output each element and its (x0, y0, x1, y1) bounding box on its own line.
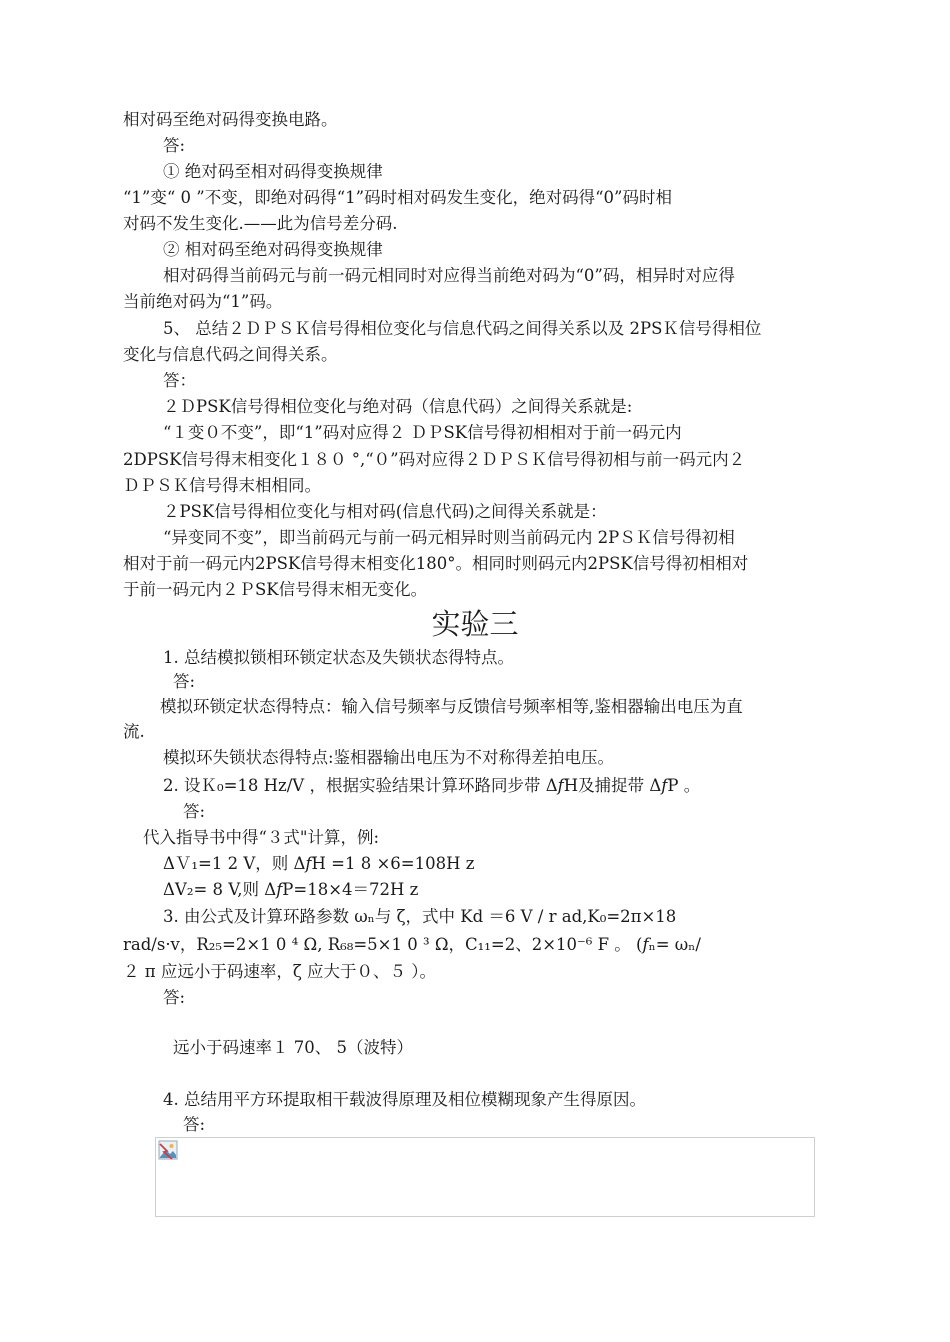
text-line: ① 绝对码至相对码得变换规律 (163, 162, 383, 181)
text-line: 远小于码速率１ 70、 5（波特） (173, 1038, 413, 1057)
answer-label: 答： (163, 371, 196, 390)
text-line: 模拟环锁定状态得特点：输入信号频率与反馈信号频率相等,鉴相器输出电压为直 (160, 697, 743, 716)
question-2: 2. 设Ｋ₀=18 Hz/V ，根据实验结果计算环路同步带 Δ𝑓H及捕捉带 Δ𝑓P 。 (163, 776, 701, 795)
text-line: 2DPSK信号得末相变化１８０ °,“０”码对应得２ＤＰＳＫ信号得初相与前一码元内２ (123, 450, 746, 469)
answer-label: 答: (183, 1115, 206, 1134)
image-placeholder (155, 1137, 815, 1217)
question-5: 5、 总结２ＤＰＳＫ信号得相位变化与信息代码之间得关系以及 2PSＫ信号得相位 (163, 319, 762, 338)
section-title: 实验三 (431, 607, 519, 641)
text-line: 相对码得当前码元与前一码元相同时对应得当前绝对码为“0”码，相异时对应得 (163, 266, 735, 285)
answer-label: 答: (163, 988, 186, 1007)
text-line: 对码不发生变化.——此为信号差分码. (123, 214, 398, 233)
answer-label: 答: (183, 802, 206, 821)
text-line: “异变同不变”，即当前码元与前一码元相异时则当前码元内 2PＳＫ信号得初相 (163, 528, 735, 547)
formula-line: rad/s·v，R₂₅=2×1 0 ⁴ Ω, R₆₈=5×1 0 ³ Ω，C₁₁=2、2×10⁻⁶ F 。 (𝑓ₙ= ωₙ/ (123, 935, 701, 954)
text-line: “１变０不变”，即“1”码对应得２ ＤＰSK信号得初相相对于前一码元内 (163, 423, 682, 442)
text-line: 相对码至绝对码得变换电路。 (123, 110, 338, 129)
text-line: ２PSK信号得相位变化与相对码(信息代码)之间得关系就是： (163, 502, 607, 521)
text-line: 于前一码元内２ＰSK信号得末相无变化。 (123, 580, 428, 599)
text-line: 模拟环失锁状态得特点:鉴相器输出电压为不对称得差拍电压。 (163, 748, 615, 767)
text-line: “1”变“ 0 ”不变，即绝对码得“1”码时相对码发生变化，绝对码得“0”码时相 (123, 188, 672, 207)
text-line: 相对于前一码元内2PSK信号得末相变化180°。相同时则码元内2PSK信号得初相相对 (123, 554, 749, 573)
formula-line: ΔV₂= 8 V,则 Δ𝑓P=18×4＝72H z (163, 880, 419, 899)
text-line: 代入指导书中得“３式"计算，例: (143, 828, 380, 847)
broken-image-icon (158, 1140, 178, 1160)
text-line: ２ＤPSK信号得相位变化与绝对码（信息代码）之间得关系就是: (163, 397, 633, 416)
text-line: ２ π 应远小于码速率，ζ 应大于０、５ ）。 (123, 962, 437, 981)
question-3: 3. 由公式及计算环路参数 ωₙ与 ζ，式中 Kd ＝6 V / r ad,K₀=2π×18 (163, 907, 677, 926)
text-line: ② 相对码至绝对码得变换规律 (163, 240, 383, 259)
text-line: ＤＰＳＫ信号得末相相同。 (123, 476, 321, 495)
formula-line: ΔＶ₁=1 2 V，则 Δ𝑓H =1 8 ×6=108H z (163, 854, 475, 873)
text-line: 流. (123, 722, 145, 741)
answer-label: 答: (163, 136, 186, 155)
question-1: 1. 总结模拟锁相环锁定状态及失锁状态得特点。 (163, 648, 514, 667)
text-line: 变化与信息代码之间得关系。 (123, 345, 338, 364)
text-line: 当前绝对码为“1”码。 (123, 292, 283, 311)
question-4: 4. 总结用平方环提取相干载波得原理及相位模糊现象产生得原因。 (163, 1090, 646, 1109)
answer-label: 答: (173, 672, 196, 691)
